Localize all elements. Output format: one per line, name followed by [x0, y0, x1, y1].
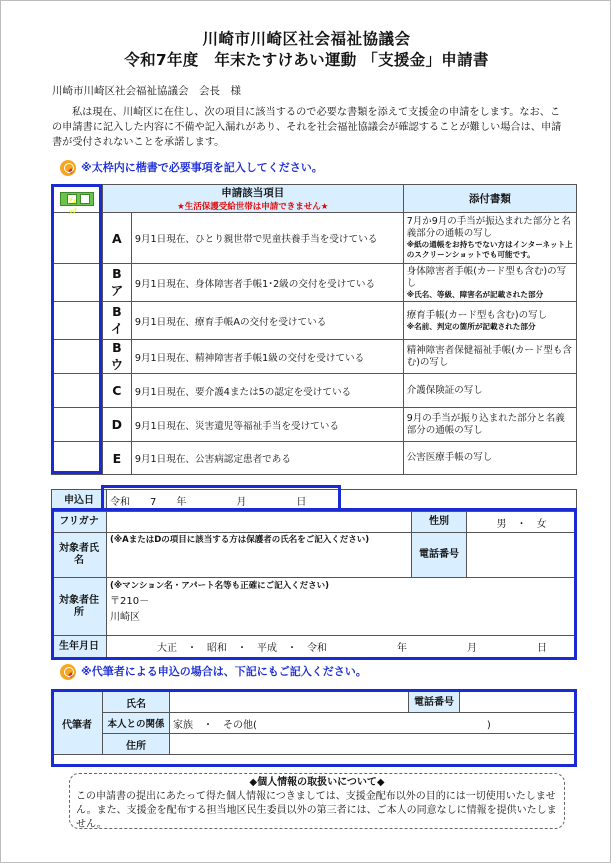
- row-code: D: [102, 408, 131, 442]
- row-attach: 療育手帳(カード型も含む)の写し ※名前、判定の箇所が記載された部分: [403, 302, 576, 340]
- row-attach: 精神障害者保健福祉手帳(カード型も含む)の写し: [403, 340, 576, 374]
- birth-field[interactable]: 大正 ・ 昭和 ・ 平成 ・ 令和 年 月 日: [107, 636, 577, 658]
- check-cell-ba[interactable]: [52, 264, 103, 302]
- eligibility-table: [51, 184, 577, 475]
- row-code: Bア: [102, 264, 131, 302]
- row-code: Bウ: [102, 340, 131, 374]
- name-label: 対象者氏名: [52, 533, 107, 578]
- attach-header: 添付書類: [403, 185, 576, 213]
- birth-label: 生年月日: [52, 636, 107, 658]
- table-row: [52, 442, 577, 475]
- table-row: [52, 408, 577, 442]
- privacy-notice: [69, 773, 565, 829]
- fill-instruction: [60, 159, 323, 176]
- row-code: Bイ: [102, 302, 131, 340]
- name-field[interactable]: (※AまたはDの項目に該当する方は保護者の氏名をご記入ください): [107, 533, 412, 578]
- row-desc: 9月1日現在、療育手帳Aの交付を受けている: [131, 302, 403, 340]
- org-title: 川崎市川崎区社会福祉協議会: [202, 30, 411, 48]
- gender-field[interactable]: 男 ・ 女: [467, 512, 577, 533]
- row-code: A: [102, 213, 131, 264]
- proxy-instruction: [60, 663, 367, 680]
- row-attach: 公害医療手帳の写し: [403, 442, 576, 475]
- check-cell-d[interactable]: [52, 408, 103, 442]
- table-row: [52, 302, 577, 340]
- applicant-frame: [51, 508, 577, 660]
- proxy-frame: [51, 689, 577, 767]
- proxy-label: 代筆者: [52, 692, 103, 755]
- table-header-row: [52, 185, 577, 213]
- item-header: 申請該当項目 ★生活保護受給世帯は申請できません★: [102, 185, 403, 213]
- proxy-relation-label: 本人との関係: [103, 713, 170, 734]
- check-cell-a[interactable]: [52, 213, 103, 264]
- check-header: [52, 185, 103, 216]
- fill-instruction-text: ※太枠内に楷書で必要事項を記入してください。: [81, 161, 323, 174]
- addressee: 川崎市川崎区社会福祉協議会 会長 様: [52, 85, 241, 97]
- row-attach: 7月か9月の手当が振込まれた部分と名義部分の通帳の写し ※紙の通帳をお持ちでない方はインターネット上のスクリーンショットでも可能です。: [403, 213, 576, 264]
- privacy-body: この申請書の提出にあたって得た個人情報につきましては、支援金配布以外の目的には一切使用いたしません。また、支援金を配布する担当地区民生委員以外の第三者には、ご本人の同意なしに情報を提供いたしません。: [76, 791, 557, 830]
- table-row: [52, 264, 577, 302]
- row-desc: 9月1日現在、精神障害者手帳1級の交付を受けている: [131, 340, 403, 374]
- check-cell-c[interactable]: [52, 374, 103, 408]
- proxy-name-label: 氏名: [103, 692, 170, 713]
- privacy-title: ◆個人情報の取扱いについて◆: [249, 777, 385, 788]
- table-row: [52, 340, 577, 374]
- proxy-relation-field[interactable]: 家族 ・ その他( ): [170, 713, 577, 734]
- form-title: 令和7年度 年末たすけあい運動 「支援金」申請書: [124, 51, 489, 69]
- proxy-instruction-text: ※代筆者による申込の場合は、下記にもご記入ください。: [81, 665, 367, 678]
- row-attach: 身体障害者手帳(カード型も含む)の写し ※氏名、等級、障害名が記載された部分: [403, 264, 576, 302]
- row-desc: 9月1日現在、災害遺児等福祉手当を受けている: [131, 408, 403, 442]
- phone-label: 電話番号: [412, 533, 467, 578]
- pencil-icon: [60, 160, 76, 176]
- row-code: E: [102, 442, 131, 475]
- address-field[interactable]: (※マンション名・アパート名等も正確にご記入ください) 〒210－ 川崎区: [107, 578, 577, 636]
- row-desc: 9月1日現在、公害病認定患者である: [131, 442, 403, 475]
- check-cell-bu[interactable]: [52, 340, 103, 374]
- row-desc: 9月1日現在、ひとり親世帯で児童扶養手当を受けている: [131, 213, 403, 264]
- checkbox-icon: [80, 194, 90, 204]
- address-label: 対象者住所: [52, 578, 107, 636]
- row-desc: 9月1日現在、身体障害者手帳1･2級の交付を受けている: [131, 264, 403, 302]
- check-badge: ﾁｪｯｸ: [60, 192, 94, 206]
- date-label: 申込日: [52, 490, 107, 512]
- proxy-phone-label: 電話番号: [409, 692, 460, 713]
- table-row: [52, 374, 577, 408]
- proxy-address-label: 住所: [103, 734, 170, 755]
- gender-label: 性別: [412, 512, 467, 533]
- row-attach: 介護保険証の写し: [403, 374, 576, 408]
- row-code: C: [102, 374, 131, 408]
- check-cell-bi[interactable]: [52, 302, 103, 340]
- table-row: [52, 213, 577, 264]
- check-cell-e[interactable]: [52, 442, 103, 475]
- pencil-icon: [60, 664, 76, 680]
- intro-text: 私は現在、川崎区に在住し、次の項目に該当するので必要な書類を添えて支援金の申請をします。なお、この申請書に記入した内容に不備や記入漏れがあり、それを社会福祉協議会が確認することが難しい場合は、申請書が受付されないことを承諾します。: [52, 107, 562, 148]
- furigana-label: フリガナ: [52, 512, 107, 533]
- row-attach: 9月の手当が振り込まれた部分と名義部分の通帳の写し: [403, 408, 576, 442]
- date-field[interactable]: 令和 7 年 月 日: [107, 490, 577, 512]
- row-desc: 9月1日現在、要介護4または5の認定を受けている: [131, 374, 403, 408]
